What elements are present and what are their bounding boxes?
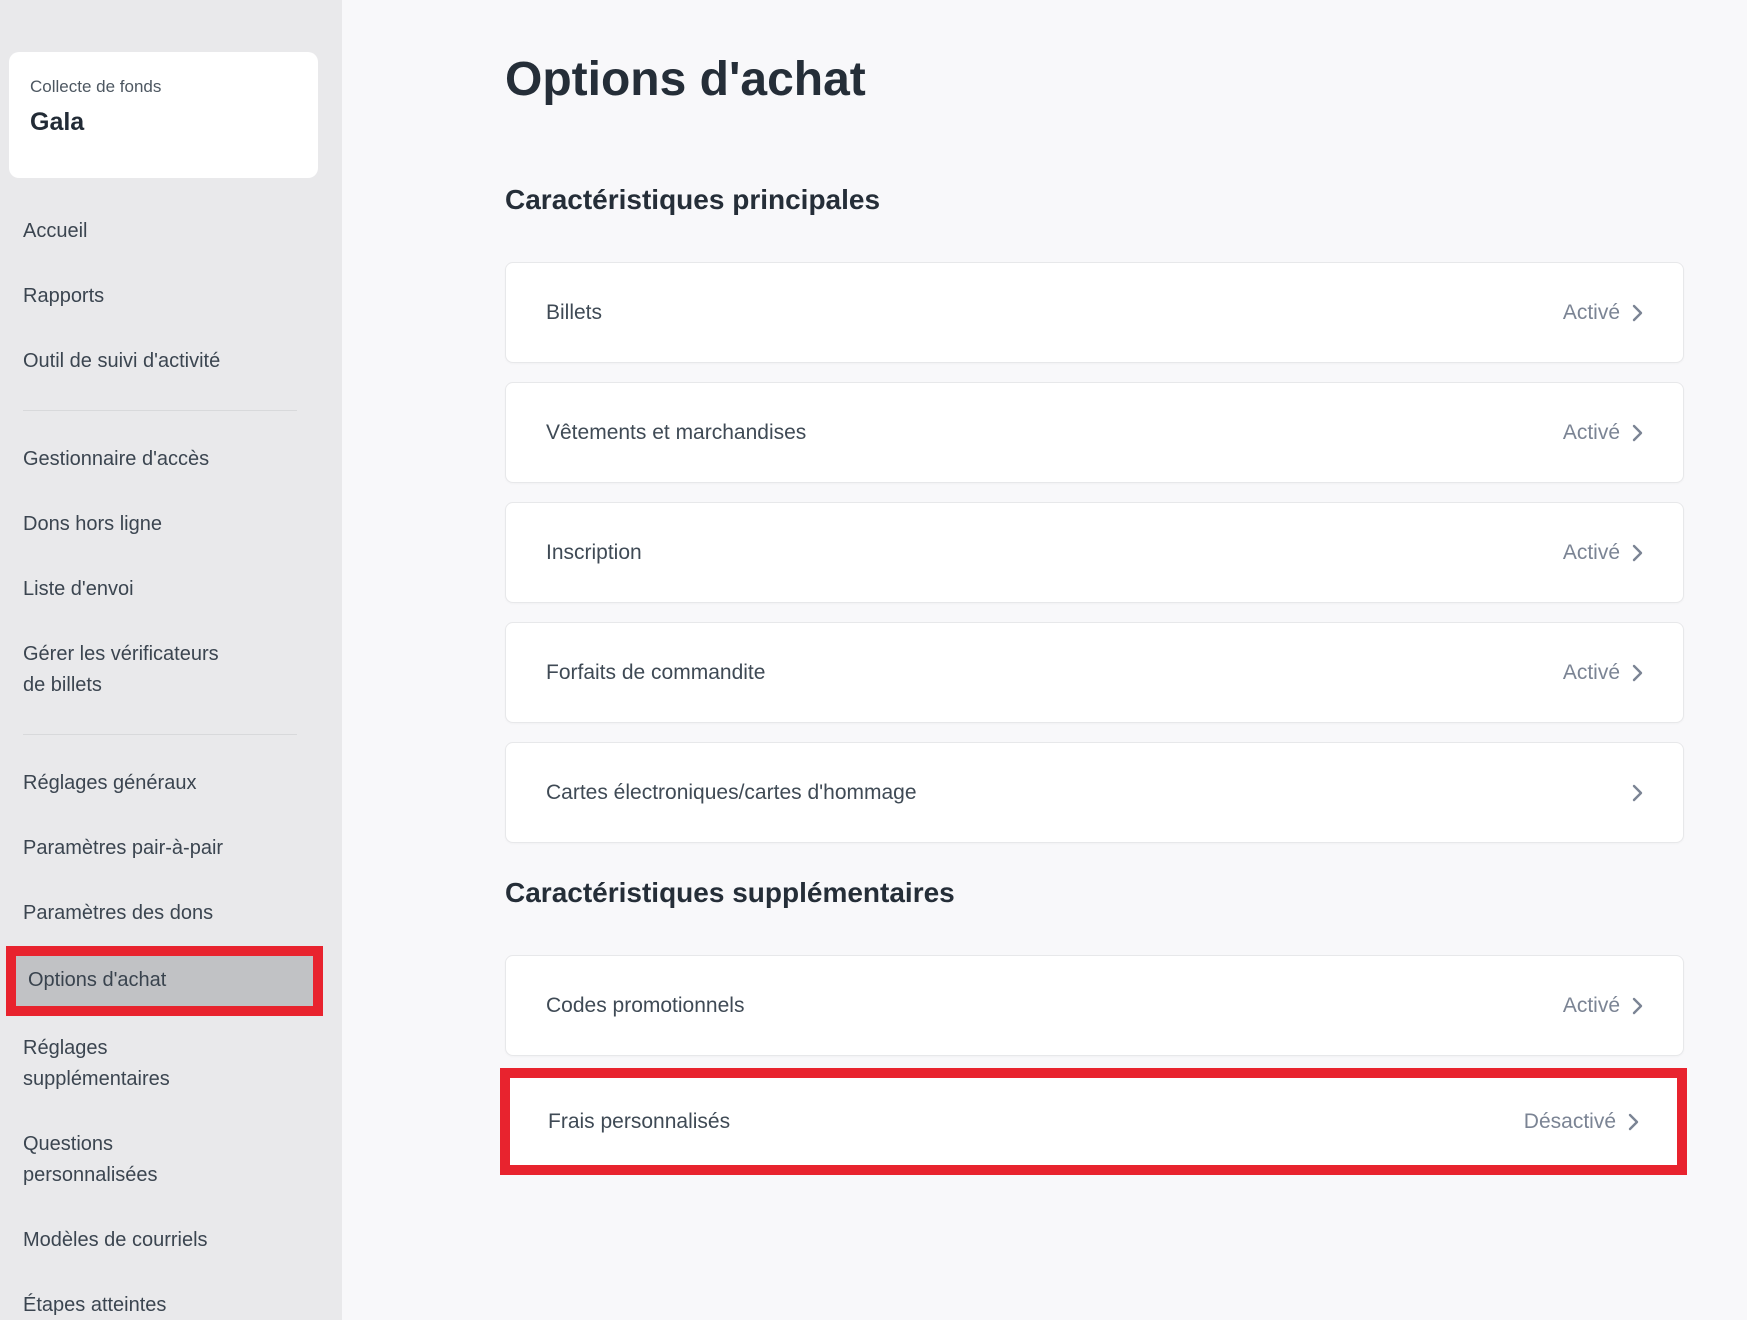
sidebar-item-parametres-pair-a-pair[interactable]: Paramètres pair-à-pair — [23, 837, 224, 859]
feature-status: Activé — [1562, 300, 1620, 324]
chevron-right-icon — [1632, 304, 1643, 322]
chevron-right-icon — [1632, 544, 1643, 562]
sidebar-divider — [23, 734, 297, 735]
feature-label: Billets — [546, 300, 603, 324]
feature-label: Forfaits de commandite — [546, 660, 766, 684]
project-name: Gala — [30, 108, 85, 136]
feature-status: Activé — [1562, 993, 1620, 1017]
feature-status-group — [1563, 421, 1643, 445]
sidebar-item-outil-de-suivi-activite[interactable]: Outil de suivi d'activité — [23, 350, 221, 372]
feature-row-inscription[interactable] — [505, 502, 1684, 603]
project-card — [9, 52, 318, 178]
section-caracteristiques-supplementaires — [505, 876, 1684, 1175]
feature-row-cartes-electroniques[interactable] — [505, 742, 1684, 843]
sidebar-item-gestionnaire-acces[interactable]: Gestionnaire d'accès — [23, 448, 210, 470]
feature-row-frais-personnalises[interactable] — [510, 1078, 1677, 1165]
page-title: Options d'achat — [505, 53, 866, 106]
feature-status: Activé — [1562, 540, 1620, 564]
sidebar-item-modeles-de-courriels[interactable]: Modèles de courriels — [23, 1229, 208, 1251]
chevron-right-icon — [1632, 997, 1643, 1015]
sidebar — [0, 0, 342, 1320]
feature-label: Frais personnalisés — [548, 1109, 731, 1133]
sidebar-item-reglages-supplementaires[interactable]: Réglages supplémentaires — [23, 1037, 170, 1090]
feature-status: Activé — [1562, 420, 1620, 444]
sidebar-nav — [0, 199, 342, 1320]
feature-status-group — [1563, 301, 1643, 325]
feature-row-forfaits-commandite[interactable] — [505, 622, 1684, 723]
feature-row-codes-promotionnels[interactable] — [505, 955, 1684, 1056]
chevron-right-icon — [1632, 664, 1643, 682]
feature-status-group — [1563, 661, 1643, 685]
sidebar-item-parametres-des-dons[interactable]: Paramètres des dons — [23, 902, 214, 924]
chevron-right-icon — [1632, 424, 1643, 442]
red-highlight-box — [500, 1068, 1687, 1175]
sidebar-item-accueil[interactable]: Accueil — [23, 220, 88, 242]
section-heading: Caractéristiques supplémentaires — [505, 877, 955, 908]
chevron-right-icon — [1628, 1113, 1639, 1131]
feature-status-group — [1524, 1110, 1639, 1134]
sidebar-item-etapes-atteintes[interactable]: Étapes atteintes — [23, 1294, 167, 1316]
sidebar-item-verificateurs-billets[interactable]: Gérer les vérificateurs de billets — [23, 643, 219, 696]
sidebar-item-reglages-generaux[interactable]: Réglages généraux — [23, 772, 197, 794]
feature-row-billets[interactable] — [505, 262, 1684, 363]
sidebar-item-rapports[interactable]: Rapports — [23, 285, 105, 307]
sidebar-item-questions-personnalisees[interactable]: Questions personnalisées — [23, 1133, 158, 1186]
feature-label: Inscription — [546, 540, 642, 564]
feature-status: Activé — [1562, 660, 1620, 684]
feature-status-group — [1563, 994, 1643, 1018]
feature-label: Codes promotionnels — [546, 993, 745, 1017]
project-type-label: Collecte de fonds — [30, 77, 162, 96]
sidebar-item-options-achat-selected[interactable]: Options d'achat — [6, 946, 323, 1016]
section-caracteristiques-principales — [505, 183, 1684, 843]
chevron-right-icon — [1632, 784, 1643, 802]
feature-row-vetements-marchandises[interactable] — [505, 382, 1684, 483]
sidebar-divider — [23, 410, 297, 411]
feature-status-group — [1563, 541, 1643, 565]
feature-status-group — [1620, 784, 1643, 802]
feature-status: Désactivé — [1523, 1109, 1616, 1133]
sidebar-item-liste-envoi[interactable]: Liste d'envoi — [23, 578, 134, 600]
feature-label: Vêtements et marchandises — [546, 420, 807, 444]
section-heading: Caractéristiques principales — [505, 184, 881, 215]
sidebar-item-dons-hors-ligne[interactable]: Dons hors ligne — [23, 513, 162, 535]
feature-label: Cartes électroniques/cartes d'hommage — [546, 780, 917, 804]
main-content — [342, 0, 1747, 1320]
